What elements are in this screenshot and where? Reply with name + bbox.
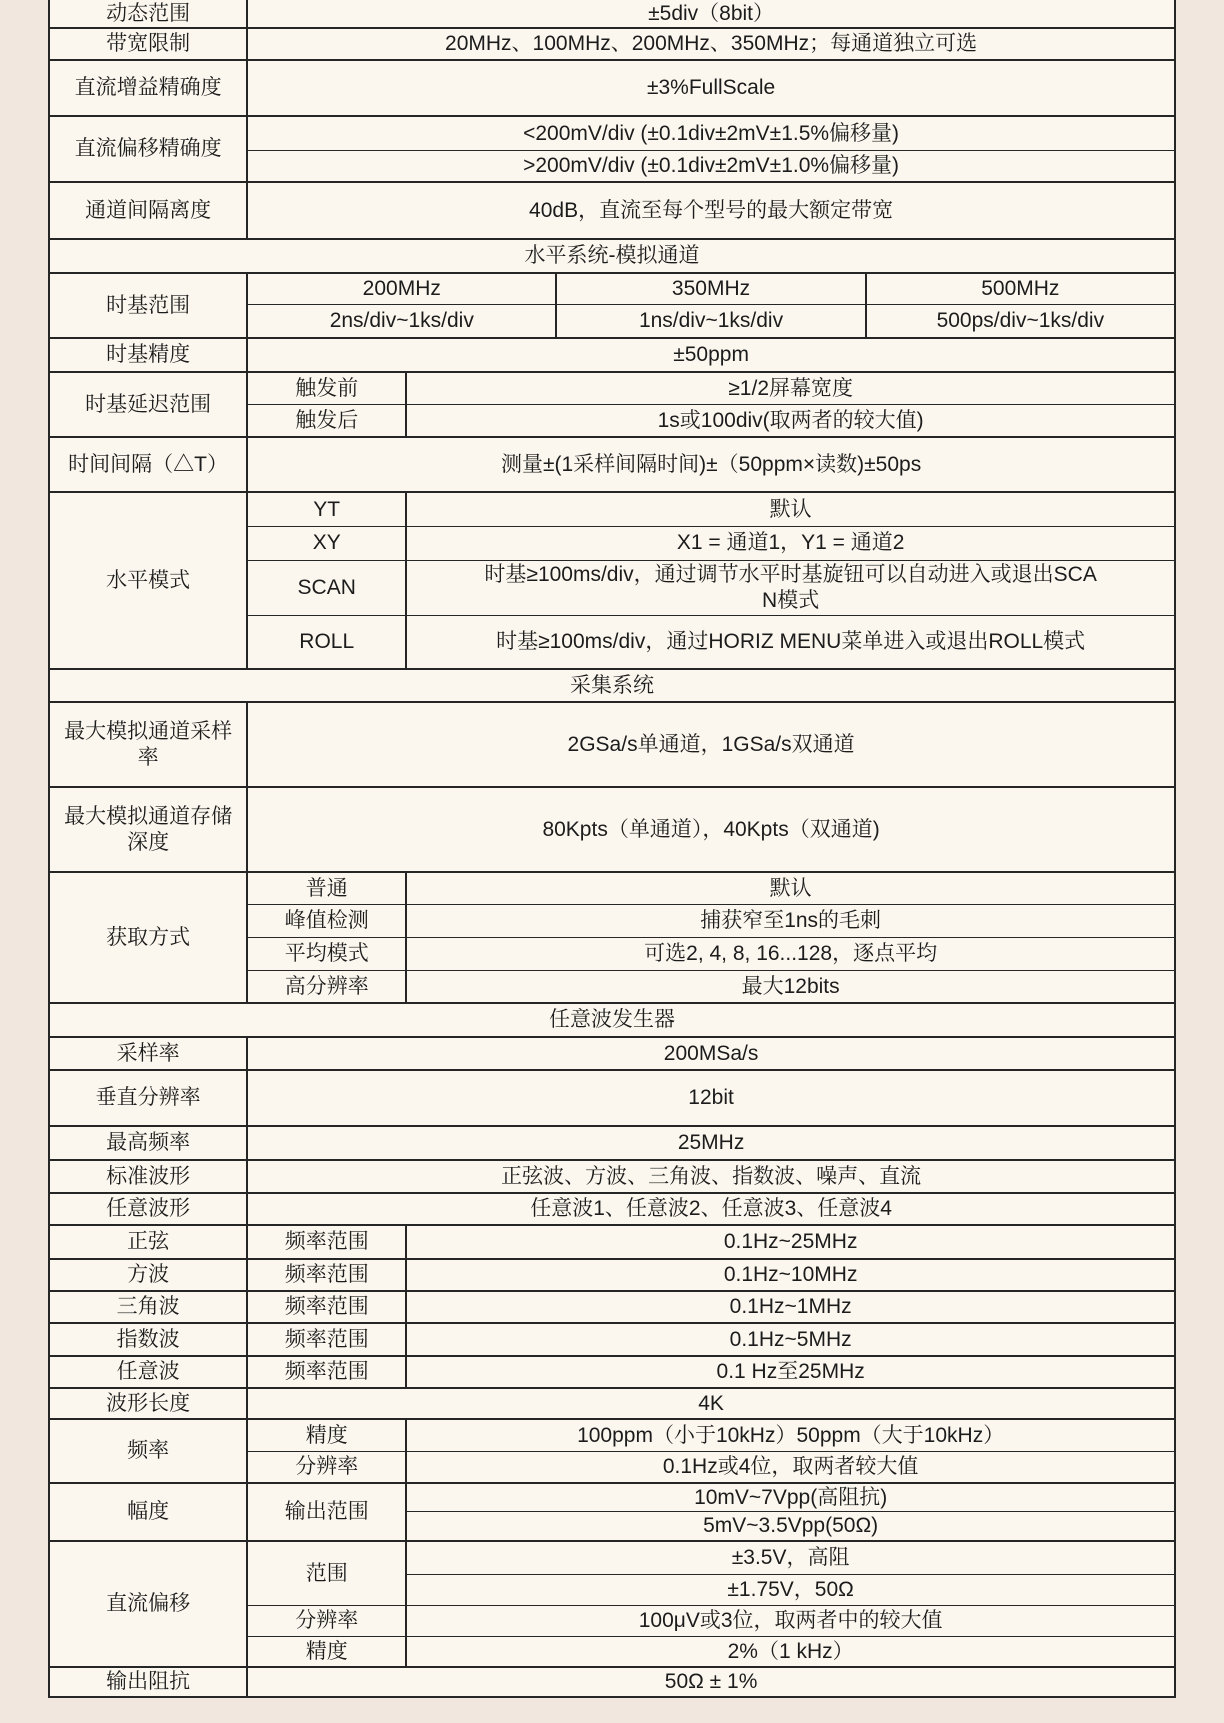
max-sample-rate-label: 最大模拟通道采样率 xyxy=(49,702,247,787)
timebase-delay-pre-label: 触发前 xyxy=(247,372,406,404)
row-timebase-models xyxy=(49,273,1175,304)
awg-sample-rate-label: 采样率 xyxy=(49,1037,247,1070)
spec-table xyxy=(48,0,1176,1698)
row-dc-offset-accuracy-low xyxy=(49,116,1175,150)
timebase-delay-post-label: 触发后 xyxy=(247,404,406,437)
frequency-resolution-label: 分辨率 xyxy=(247,1451,406,1483)
output-impedance-value: 50Ω ± 1% xyxy=(247,1667,1175,1697)
dc-offset-accuracy-label: 直流偏移精确度 xyxy=(49,116,247,182)
row-arbitrary xyxy=(49,1356,1175,1388)
row-section-horizontal xyxy=(49,239,1175,273)
row-timebase-delay-pre xyxy=(49,372,1175,404)
row-amplitude-hiz xyxy=(49,1483,1175,1511)
row-output-impedance xyxy=(49,1667,1175,1697)
waveform-length-value: 4K xyxy=(247,1388,1175,1419)
horizontal-mode-label: 水平模式 xyxy=(49,492,247,669)
horizontal-mode-yt-name: YT xyxy=(247,492,406,526)
sine-sub-label: 频率范围 xyxy=(247,1225,406,1259)
triangle-label: 三角波 xyxy=(49,1291,247,1323)
row-exponential xyxy=(49,1323,1175,1356)
row-max-frequency xyxy=(49,1126,1175,1160)
amplitude-50ohm-value: 5mV~3.5Vpp(50Ω) xyxy=(406,1511,1175,1541)
row-acquire-mode-normal xyxy=(49,872,1175,904)
square-value: 0.1Hz~10MHz xyxy=(406,1259,1175,1291)
row-timebase-accuracy xyxy=(49,338,1175,372)
acquire-mode-normal-desc: 默认 xyxy=(406,872,1175,904)
row-section-acquisition xyxy=(49,669,1175,702)
exponential-label: 指数波 xyxy=(49,1323,247,1356)
timebase-range-label: 时基范围 xyxy=(49,273,247,338)
row-vertical-resolution xyxy=(49,1070,1175,1126)
dc-offset-resolution-label: 分辨率 xyxy=(247,1605,406,1636)
output-impedance-label: 输出阻抗 xyxy=(49,1667,247,1697)
horizontal-mode-scan-desc xyxy=(406,560,1175,615)
dc-offset-accuracy-sub-label: 精度 xyxy=(247,1636,406,1667)
dc-offset-resolution-value: 100μV或3位，取两者中的较大值 xyxy=(406,1605,1175,1636)
row-frequency-accuracy xyxy=(49,1419,1175,1451)
timebase-delay-label: 时基延迟范围 xyxy=(49,372,247,437)
bandwidth-limit-value: 20MHz、100MHz、200MHz、350MHz；每通道独立可选 xyxy=(247,28,1175,60)
acquire-mode-label: 获取方式 xyxy=(49,872,247,1003)
row-time-interval xyxy=(49,437,1175,492)
amplitude-label: 幅度 xyxy=(49,1483,247,1541)
max-frequency-value: 25MHz xyxy=(247,1126,1175,1160)
exponential-value: 0.1Hz~5MHz xyxy=(406,1323,1175,1356)
row-section-awg xyxy=(49,1003,1175,1037)
acquire-mode-peak-name: 峰值检测 xyxy=(247,904,406,937)
triangle-value: 0.1Hz~1MHz xyxy=(406,1291,1175,1323)
acquire-mode-average-name: 平均模式 xyxy=(247,937,406,970)
horizontal-mode-xy-desc: X1 = 通道1，Y1 = 通道2 xyxy=(406,526,1175,560)
timebase-model-500mhz: 500MHz xyxy=(866,273,1175,304)
awg-sample-rate-value: 200MSa/s xyxy=(247,1037,1175,1070)
max-memory-depth-value: 80Kpts（单通道），40Kpts（双通道) xyxy=(247,787,1175,872)
section-header-horizontal-system: 水平系统-模拟通道 xyxy=(49,239,1175,273)
dynamic-range-label: 动态范围 xyxy=(49,0,247,28)
row-arbitrary-waveforms xyxy=(49,1193,1175,1225)
horizontal-mode-roll-desc: 时基≥100ms/div，通过HORIZ MENU菜单进入或退出ROLL模式 xyxy=(406,615,1175,669)
acquire-mode-hires-name: 高分辨率 xyxy=(247,970,406,1003)
dc-gain-accuracy-label: 直流增益精确度 xyxy=(49,60,247,116)
dc-gain-accuracy-value: ±3%FullScale xyxy=(247,60,1175,116)
row-max-sample-rate xyxy=(49,702,1175,787)
arbitrary-waveforms-value: 任意波1、任意波2、任意波3、任意波4 xyxy=(247,1193,1175,1225)
channel-isolation-label: 通道间隔离度 xyxy=(49,182,247,239)
row-dynamic-range xyxy=(49,0,1175,28)
standard-waveforms-value: 正弦波、方波、三角波、指数波、噪声、直流 xyxy=(247,1160,1175,1193)
timebase-accuracy-label: 时基精度 xyxy=(49,338,247,372)
waveform-length-label: 波形长度 xyxy=(49,1388,247,1419)
row-dc-offset-range-hiz xyxy=(49,1541,1175,1574)
dynamic-range-value: ±5div（8bit） xyxy=(247,0,1175,28)
row-dc-gain-accuracy xyxy=(49,60,1175,116)
channel-isolation-value: 40dB，直流至每个型号的最大额定带宽 xyxy=(247,182,1175,239)
arbitrary-value: 0.1 Hz至25MHz xyxy=(406,1356,1175,1388)
timebase-range-500mhz: 500ps/div~1ks/div xyxy=(866,304,1175,338)
square-label: 方波 xyxy=(49,1259,247,1291)
section-header-acquisition-system: 采集系统 xyxy=(49,669,1175,702)
arbitrary-waveforms-label: 任意波形 xyxy=(49,1193,247,1225)
dc-offset-range-hiz-value: ±3.5V，高阻 xyxy=(406,1541,1175,1574)
exponential-sub-label: 频率范围 xyxy=(247,1323,406,1356)
dc-offset-accuracy-low-value: <200mV/div (±0.1div±2mV±1.5%偏移量) xyxy=(247,116,1175,150)
dc-offset-label: 直流偏移 xyxy=(49,1541,247,1667)
acquire-mode-normal-name: 普通 xyxy=(247,872,406,904)
amplitude-hiz-value: 10mV~7Vpp(高阻抗) xyxy=(406,1483,1175,1511)
amplitude-sub-label: 输出范围 xyxy=(247,1483,406,1541)
max-frequency-label: 最高频率 xyxy=(49,1126,247,1160)
max-sample-rate-value: 2GSa/s单通道，1GSa/s双通道 xyxy=(247,702,1175,787)
timebase-model-350mhz: 350MHz xyxy=(556,273,865,304)
square-sub-label: 频率范围 xyxy=(247,1259,406,1291)
horizontal-mode-scan-name: SCAN xyxy=(247,560,406,615)
section-header-awg: 任意波发生器 xyxy=(49,1003,1175,1037)
standard-waveforms-label: 标准波形 xyxy=(49,1160,247,1193)
arbitrary-label: 任意波 xyxy=(49,1356,247,1388)
timebase-model-200mhz: 200MHz xyxy=(247,273,556,304)
bandwidth-limit-label: 带宽限制 xyxy=(49,28,247,60)
vertical-resolution-value: 12bit xyxy=(247,1070,1175,1126)
timebase-accuracy-value: ±50ppm xyxy=(247,338,1175,372)
dc-offset-accuracy-high-value: >200mV/div (±0.1div±2mV±1.0%偏移量) xyxy=(247,150,1175,182)
row-sine xyxy=(49,1225,1175,1259)
time-interval-label: 时间间隔（△T） xyxy=(49,437,247,492)
arbitrary-sub-label: 频率范围 xyxy=(247,1356,406,1388)
sine-value: 0.1Hz~25MHz xyxy=(406,1225,1175,1259)
acquire-mode-average-desc: 可选2, 4, 8, 16...128，逐点平均 xyxy=(406,937,1175,970)
row-bandwidth-limit xyxy=(49,28,1175,60)
dc-offset-range-label: 范围 xyxy=(247,1541,406,1605)
frequency-resolution-value: 0.1Hz或4位，取两者较大值 xyxy=(406,1451,1175,1483)
row-awg-sample-rate xyxy=(49,1037,1175,1070)
timebase-range-350mhz: 1ns/div~1ks/div xyxy=(556,304,865,338)
timebase-range-200mhz: 2ns/div~1ks/div xyxy=(247,304,556,338)
horizontal-mode-xy-name: XY xyxy=(247,526,406,560)
triangle-sub-label: 频率范围 xyxy=(247,1291,406,1323)
horizontal-mode-scan-desc-text: 时基≥100ms/div，通过调节水平时基旋钮可以自动进入或退出SCAN模式 xyxy=(484,563,1097,612)
frequency-accuracy-value: 100ppm（小于10kHz）50ppm（大于10kHz） xyxy=(406,1419,1175,1451)
row-channel-isolation xyxy=(49,182,1175,239)
time-interval-value: 测量±(1采样间隔时间)±（50ppm×读数)±50ps xyxy=(247,437,1175,492)
row-triangle xyxy=(49,1291,1175,1323)
timebase-delay-post-value: 1s或100div(取两者的较大值) xyxy=(406,404,1175,437)
dc-offset-accuracy-value2: 2%（1 kHz） xyxy=(406,1636,1175,1667)
frequency-label: 频率 xyxy=(49,1419,247,1483)
horizontal-mode-roll-name: ROLL xyxy=(247,615,406,669)
row-square xyxy=(49,1259,1175,1291)
sine-label: 正弦 xyxy=(49,1225,247,1259)
acquire-mode-peak-desc: 捕获窄至1ns的毛刺 xyxy=(406,904,1175,937)
max-memory-depth-label: 最大模拟通道存储深度 xyxy=(49,787,247,872)
acquire-mode-hires-desc: 最大12bits xyxy=(406,970,1175,1003)
timebase-delay-pre-value: ≥1/2屏幕宽度 xyxy=(406,372,1175,404)
horizontal-mode-yt-desc: 默认 xyxy=(406,492,1175,526)
row-standard-waveforms xyxy=(49,1160,1175,1193)
frequency-accuracy-label: 精度 xyxy=(247,1419,406,1451)
row-max-memory-depth xyxy=(49,787,1175,872)
vertical-resolution-label: 垂直分辨率 xyxy=(49,1070,247,1126)
dc-offset-range-50ohm-value: ±1.75V，50Ω xyxy=(406,1574,1175,1605)
row-waveform-length xyxy=(49,1388,1175,1419)
row-horizontal-mode-yt xyxy=(49,492,1175,526)
